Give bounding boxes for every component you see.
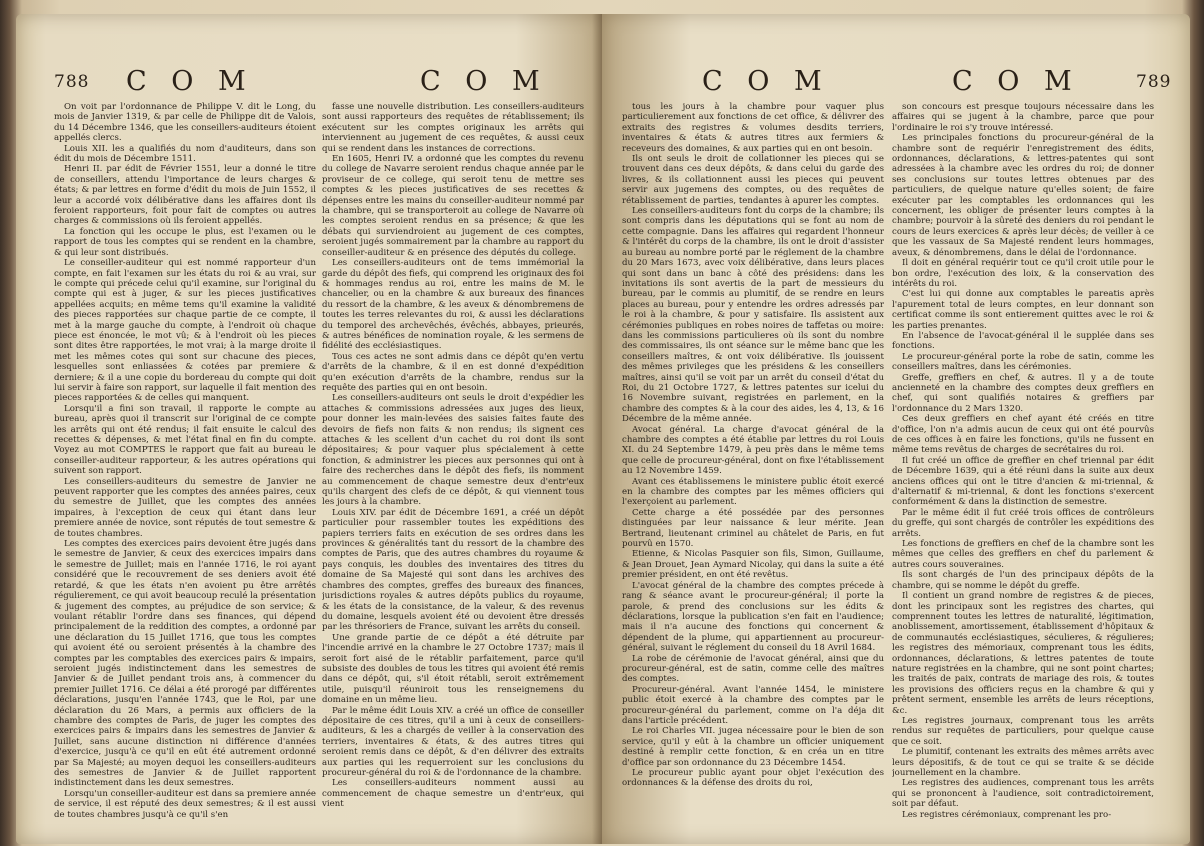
paragraph: Les conseillers-auditeurs nomment aussi au commencement de chaque semestre un d'entr'eux, qui vient (322, 778, 584, 810)
paragraph: Les registres journaux, comprenant tous les arrêts rendus sur requêtes de particuliers, pour quelque cause que ce soit. (892, 715, 1154, 747)
paragraph: Les registres des audiences, comprenant tous les arrêts qui se prononcent à l'audience, soit contradictoirement, soit par défaut. (892, 778, 1154, 810)
paragraph: Avant ces établissemens le ministere public étoit exercé en la chambre des comptes par les mêmes officiers qui l'exerçoient au parlement. (622, 476, 884, 508)
paragraph: Henri II. par édit de Février 1551, leur a donné le titre de conseillers, attendu l'importance de leurs charges & états; & par lettres en forme d'édit du mois de Juin 1552, il leur a accordé voix délibérative dans les affaires dont ils feroient rapporteurs, foit pour fait de comptes ou autres charges & commissions où ils feroient appellés. (54, 164, 316, 227)
right-page-header (602, 66, 1190, 106)
paragraph: Le conseiller-auditeur qui est nommé rapporteur d'un compte, en fait l'examen sur les états du roi & au vrai, sur le compte qui précede celui qu'il examine, sur l'original du compte qui est à juger, & sur les pieces justificatives appellées acquits; en même tems qu'il examine la validité des pieces rapportées sur chaque partie de ce compte, il met à la marge gauche du compte, à l'endroit où chaque piece est énoncée, le mot vû; & à l'endroit où les pieces sont dites être rapportées, le mot vrai; à la marge droite il met les mêmes cotes qui sont sur chacune des pieces, lesquelles sont enliassées & cotées par premiere & derniere; & il a une copie du bordereau du compte qui doit lui servir à faire son rapport, sur laquelle il fait mention des pieces rapportées & de celles qui manquent. (54, 258, 316, 404)
paragraph: Les fonctions de greffiers en chef de la chambre sont les mêmes que celles des greffiers en chef du parlement & autres cours souveraines. (892, 539, 1154, 570)
paragraph: Les comptes des exercices pairs devoient être jugés dans le semestre de Janvier, & ceux des exercices impairs dans le semestre de Juillet; mais en l'année 1716, le roi ayant considéré que le recouvrement de ses deniers avoit été retardé, & que les états n'en avoient pu être arrêtés régulierement, ce qui avoit beaucoup reculé la présentation & jugement des comptes, au préjudice de son service; & voulant rétablir l'ordre dans ses finances, qui dépend principalement de la reddition des comptes, a ordonné par une déclaration du 15 Juillet 1716, que tous les comptes qui avoient été ou seroient présentés à la chambre des comptes par les comptables des exercices pairs & impairs, seroient jugés indistinctement dans les semestres de Janvier & de Juillet pendant trois ans, à commencer du premier Juillet 1716. Ce délai a été prorogé par différentes déclarations, jusqu'en l'année 1743, que le Roi, par une déclaration du 26 Mars, a permis aux officiers de la chambre des comptes de Paris, de juger les comptes des exercices pairs & impairs dans les semestres de Janvier & Juillet, sans aucune distinction ni différence d'années d'exercice, jusqu'à ce qu'il en eût été autrement ordonné par Sa Majesté; au moyen dequoi les conseillers-auditeurs des semestres de Janvier & de Juillet rapportent indistinctement dans les deux semestres. (54, 539, 316, 789)
paragraph: Il fut créé un office de greffier en chef triennal par édit de Décembre 1639, qui a été réuni dans la suite aux deux anciens offices qui ont le titre d'ancien & mi-triennal, & d'alternatif & mi-triennal, & dont les fonctions s'exercent conformément & dans la distinction de semestre. (892, 455, 1154, 508)
paragraph: Le procureur public ayant pour objet l'exécution des ordonnances & la défense des droits du roi, (622, 768, 884, 789)
right-page-column-2 (892, 102, 1154, 822)
page-number: 788 (54, 72, 90, 92)
paragraph: La fonction qui les occupe le plus, est l'examen ou le rapport de tous les comptes qui se rendent en la chambre, & qui leur sont distribués. (54, 226, 316, 258)
running-head-right: C O M (952, 66, 1080, 97)
paragraph: Ils sont chargés de l'un des principaux dépôts de la chambre, qui se nomme le dépôt du greffe. (892, 570, 1154, 591)
running-head-left: C O M (702, 66, 830, 97)
paragraph: Le procureur-général porte la robe de satin, comme les conseillers maîtres, dans les cérémonies. (892, 351, 1154, 373)
paragraph: Procureur-général. Avant l'année 1454, le ministere public étoit exercé à la chambre des comptes par le procureur-général du parlement, comme on l'a déja dit dans l'article précédent. (622, 684, 884, 726)
paragraph: Louis XII. les a qualifiés du nom d'auditeurs, dans son édit du mois de Décembre 1511. (54, 143, 316, 165)
paragraph: tous les jours à la chambre pour vaquer plus particulierement aux fonctions de cet office, & délivrer des extraits des registres & volumes desdits terriers, inventaires & états & autres titres aux fermiers & receveurs des domaines, & aux parties qui en ont besoin. (622, 102, 884, 154)
left-page (16, 14, 604, 844)
paragraph: Ils ont seuls le droit de collationner les pieces qui se trouvent dans ces deux dépôts, & dans celui du garde des livres, & ils collationnent aussi les pieces qui peuvent servir aux jugemens des comptes, ou des requêtes de rétablissement de parties, tendantes à apurer les comptes. (622, 154, 884, 206)
running-head-right: C O M (420, 66, 548, 97)
right-page (602, 14, 1190, 844)
paragraph: fasse une nouvelle distribution. Les conseillers-auditeurs sont aussi rapporteurs des requêtes de rétablissement; ils exécutent sur les comptes originaux les arrêts qui interviennent au jugement de ces requêtes, & aussi ceux qui se rendent dans les instances de corrections. (322, 102, 584, 154)
paragraph: Les conseillers-auditeurs ont de tems immémorial la garde du dépôt des fiefs, qui comprend les originaux des foi & hommages rendus au roi, entre les mains de M. le chancelier, ou en la chambre & aux bureaux des finances du ressort de la chambre, & les aveux & dénombremens de toutes les terres relevantes du roi, & aussi les déclarations du temporel des archevêchés, évêchés, abbayes, prieurés, & autres bénéfices de nomination royale, & les sermens de fidélité des ecclésiastiques. (322, 258, 584, 352)
left-page-column-2 (322, 102, 584, 822)
running-head-left: C O M (126, 66, 254, 97)
paragraph: C'est lui qui donne aux comptables le pareatis après l'apurement total de leurs comptes, en leur donnant son certificat comme ils sont entierement quittes avec le roi & les parties prenantes. (892, 289, 1154, 331)
paragraph: Le roi Charles VII. jugea nécessaire pour le bien de son service, qu'il y eût à la chambre un officier uniquement destiné à remplir cette fonction, & en créa un en titre d'office par son ordonnance du 23 Décembre 1454. (622, 726, 884, 768)
paragraph: son concours est presque toujours nécessaire dans les affaires qui se jugent à la chambre, parce que pour l'ordinaire le roi s'y trouve intéressé. (892, 102, 1154, 133)
left-page-header (16, 66, 604, 106)
paragraph: On voit par l'ordonnance de Philippe V. dit le Long, du mois de Janvier 1319, & par celle de Philippe dit de Valois, du 14 Décembre 1346, que les conseillers-auditeurs étoient appellés clercs. (54, 102, 316, 144)
paragraph: Tous ces actes ne sont admis dans ce dépôt qu'en vertu d'arrêts de la chambre, & il en est donné d'expédition qu'en exécution d'arrêts de la chambre, rendus sur la requête des parties qui en ont besoin. (322, 351, 584, 393)
paragraph: Ces deux greffiers en chef ayant été créés en titre d'office, l'on n'a admis aucun de ceux qui ont été pourvûs de ces offices à en faire les fonctions, qu'ils ne fussent en même tems revêtus de charges de secrétaires du roi. (892, 414, 1154, 456)
paragraph: Lorsqu'il a fini son travail, il rapporte le compte au bureau, après quoi il transcrit sur l'original de ce compte les arrêts qui ont été rendus; il fait ensuite le calcul des recettes & dépenses, & met l'état final en fin du compte. Voyez au mot COMPTES le rapport que fait au bureau le conseiller-auditeur rapporteur, & les autres opérations qui suivent son rapport. (54, 403, 316, 477)
paragraph: Les conseillers-auditeurs du semestre de Janvier ne peuvent rapporter que les comptes des années paires, ceux du semestre de Juillet, que les comptes des années impaires, à l'exception de ceux qui étant dans leur premiere année de novice, sont réputés de tout semestre & de toutes chambres. (54, 476, 316, 539)
paragraph: Les conseillers-auditeurs font du corps de la chambre; ils sont compris dans les députations qui se font au nom de cette compagnie. Dans les affaires qui regardent l'honneur & l'intérêt du corps de la chambre, ils ont le droit d'assister au bureau au nombre porté par le réglement de la chambre du 20 Mars 1673, avec voix délibérative, dans leurs places qui sont dans un banc à côté des présidens: dans les invitations ils sont avertis de la part de messieurs du bureau, par le commis au plumitif, de se rendre en leurs places au bureau, pour y entendre les ordres adressés par le roi à la chambre, & pour y satisfaire. Ils assistent aux cérémonies publiques en robes noires de taffetas ou moire: dans les commissions particulieres où ils sont du nombre des commissaires, ils ont séance sur le même banc que les conseillers maîtres, & ont voix délibérative. Ils jouissent des mêmes privileges que les présidens & les conseillers maîtres, ainsi qu'il se voit par un arrêt du conseil d'état du Roi, du 21 Octobre 1727, & lettres patentes sur icelui du 16 Novembre suivant, registrées en parlement, en la chambre des comptes & à la cour des aides, les 4, 13, & 16 Décembre de la même année. (622, 206, 884, 425)
paragraph: Par le même édit il fut créé trois offices de contrôleurs du greffe, qui sont chargés de contrôler les expéditions des arrêts. (892, 507, 1154, 539)
paragraph: Le plumitif, contenant les extraits des mêmes arrêts avec leurs dépositifs, & de tout ce qui se traite & se décide journellement en la chambre. (892, 747, 1154, 778)
paragraph: Les registres cérémoniaux, comprenant les pro- (902, 809, 1112, 820)
right-page-column-1 (622, 102, 884, 822)
paragraph: Il contient un grand nombre de registres & de pieces, dont les principaux sont les registres des chartes, qui comprennent toutes les lettres de naturalité, légitimation, anoblissement, amortissement, établissement d'hôpitaux & de communautés ecclésiastiques, séculieres, & régulieres; les registres des mémoriaux, comprenant tous les édits, ordonnances, déclarations, & lettres patentes de toute nature registrées en la chambre, qui ne sont point chartes; les traités de paix, contrats de mariage des rois, & toutes les provisions des officiers reçus en la chambre & qui y prêtent serment, ensemble les arrêts de leurs réceptions, &c. (892, 591, 1154, 716)
paragraph: Les principales fonctions du procureur-général de la chambre sont de requérir l'enregistrement des édits, ordonnances, déclarations, & lettres-patentes qui sont adressées à la chambre avec les ordres du roi; de donner ses conclusions sur toutes lettres obtenues par des particuliers, de quelque nature qu'elles soient; de faire exécuter par les comptables les ordonnances qui les concernent, les obliger de présenter leurs comptes à la chambre; pourvoir à la sûreté des deniers du roi pendant le cours de leurs exercices & après leur décès; de veiller à ce que les vassaux de Sa Majesté rendent leurs hommages, aveux, & dénombremens, dans le délai de l'ordonnance. (892, 133, 1154, 258)
paragraph: Il doit en général requérir tout ce qu'il croit utile pour le bon ordre, l'exécution des loix, & la conservation des intérêts du roi. (892, 258, 1154, 289)
paragraph: En l'absence de l'avocat-général il le supplée dans ses fonctions. (892, 330, 1154, 352)
paragraph: Cette charge a été possédée par des personnes distinguées par leur naissance & leur mérite. Jean Bertrand, lieutenant criminel au châtelet de Paris, en fut pourvû en 1570. (622, 507, 884, 550)
paragraph: Lorsqu'un conseiller-auditeur est dans sa premiere année de service, il est réputé des deux semestres; & il est aussi de toutes chambres jusqu'à ce qu'il s'en (54, 788, 316, 820)
left-page-column-1 (54, 102, 316, 822)
paragraph: Louis XIV. par édit de Décembre 1691, a créé un dépôt particulier pour rassembler toutes les expéditions des papiers terriers faits en exécution de ses ordres dans les provinces & généralités tant du ressort de la chambre des comptes de Paris, que des autres chambres du royaume & pays conquis, les doubles des inventaires des titres du domaine de Sa Majesté qui sont dans les archives des chambres des comptes, greffes des bureaux des finances, jurisdictions royales & autres dépôts publics du royaume, & les états de la consistance, de la valeur, & des revenus du domaine, lesquels avoient été ou devoient être dressés par les thrésoriers de France, suivant les arrêts du conseil. (322, 507, 584, 633)
paragraph: Les conseillers-auditeurs ont seuls le droit d'expédier les attaches & commissions adressées aux juges des lieux, pour donner les main-levées des saisies faites faute des devoirs de fiefs non faits & non rendus; ils signent ces attaches & les scellent d'un cachet du roi dont ils sont dépositaires; & pour vaquer plus spécialement à cette fonction, & administrer les pieces aux personnes qui ont à faire des recherches dans le dépôt des fiefs, ils nomment au commencement de chaque semestre deux d'entr'eux qu'ils chargent des clefs de ce dépôt, & qui viennent tous les jours à la chambre. (322, 393, 584, 508)
paragraph: L'avocat général de la chambre des comptes précede à rang & séance avant le procureur-général; il porte la parole, & prend des conclusions sur les édits & déclarations, lorsque la publication s'en fait en l'audience; mais il n'a aucune des fonctions qui concernent & dépendent de la plume, qui appartiennent au procureur-général, suivant le réglement du conseil du 18 Avril 1684. (622, 580, 884, 654)
paragraph: Par le même édit Louis XIV. a créé un office de conseiller dépositaire de ces titres, qu'il a uni à ceux de conseillers-auditeurs, & les a chargés de veiller à la conservation des terriers, inventaires & états, & des autres titres qui seroient remis dans ce dépôt, & d'en délivrer des extraits aux parties qui les requerroient sur les conclusions du procureur-général du roi & de l'ordonnance de la chambre. (322, 705, 584, 778)
paragraph: Etienne, & Nicolas Pasquier son fils, Simon, Guillaume, & Jean Drouet, Jean Aymard Nicolay, qui dans la suite a été premier président, en ont été revêtus. (622, 549, 884, 581)
paragraph: Greffe, greffiers en chef, & autres. Il y a de toute ancienneté en la chambre des comptes deux greffiers en chef, qui sont qualifiés notaires & greffiers par l'ordonnance du 2 Mars 1320. (892, 372, 1154, 414)
paragraph: En 1605, Henri IV. a ordonné que les comptes du revenu du college de Navarre seroient rendus chaque année par le proviseur de ce college, qui seroit tenu de mettre ses comptes & les pieces justificatives de ses recettes & dépenses entre les mains du conseiller-auditeur nommé par la chambre, qui se transporteroit au college de Navarre où les comptes seroient rendus en sa présence; & que les débats qui surviendroient au jugement de ces comptes, seroient jugés sommairement par la chambre au rapport du conseiller-auditeur & en présence des députés du college. (322, 154, 584, 258)
paragraph: Une grande partie de ce dépôt a été détruite par l'incendie arrivé en la chambre le 27 Octobre 1737; mais il seroit fort aisé de le rétablir parfaitement, parce qu'il subsiste des doubles de tous les titres qui avoient été remis dans ce dépôt, qui, s'il étoit rétabli, seroit extrêmement utile, puisqu'il réuniroit tous les renseignemens du domaine en un même lieu. (322, 632, 584, 706)
paragraph: La robe de cérémonie de l'avocat général, ainsi que du procureur-général, est de satin, comme celle des maîtres des comptes. (622, 653, 884, 685)
paragraph: Avocat général. La charge d'avocat général de la chambre des comptes a été établie par lettres du roi Louis XI. du 24 Septembre 1479, à peu près dans le même tems que celle de procureur-général, dont on fixe l'établissement au 12 Novembre 1459. (622, 424, 884, 477)
page-number: 789 (1136, 72, 1172, 92)
